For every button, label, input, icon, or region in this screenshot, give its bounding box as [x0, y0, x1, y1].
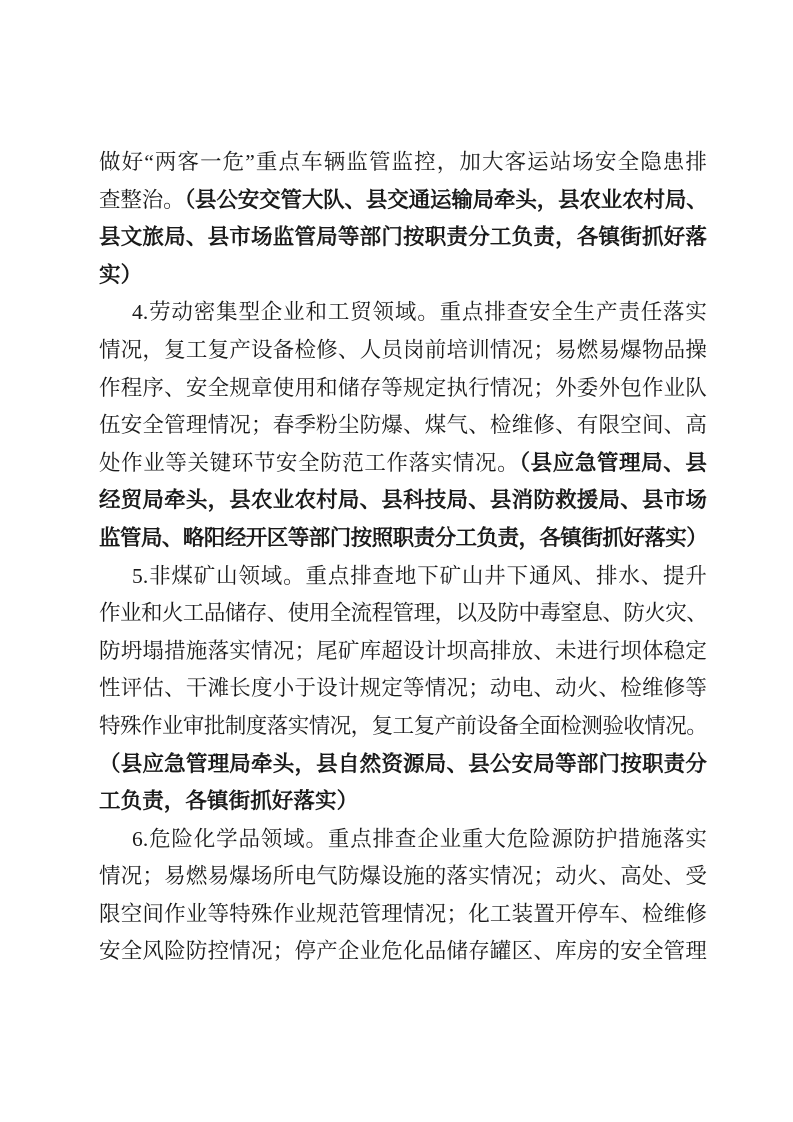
- document-body: [99, 144, 707, 971]
- text-segment: 处作业等关键环节安全防范工作落实情况。: [99, 450, 520, 475]
- text-segment: 情况，复工复产设备检修、人员岗前培训情况；易燃易爆物品操: [99, 337, 707, 362]
- bold-text-segment: 监管局、略阳经开区等部门按照职责分工负责，各镇街抓好落实）: [99, 525, 707, 550]
- bold-text-segment: 经贸局牵头，县农业农村局、县科技局、县消防救援局、县市场: [99, 488, 707, 513]
- text-segment: 性评估、干滩长度小于设计规定等情况；动电、动火、检维修等: [99, 676, 707, 701]
- text-segment: 限空间作业等特殊作业规范管理情况；化工装置开停车、检维修: [99, 901, 707, 926]
- text-line: [99, 257, 707, 295]
- para-4-labor-intensive-and-industry-trade: [99, 294, 707, 557]
- text-segment: 6.危险化学品领域。重点排查企业重大危险源防护措施落实: [132, 826, 707, 851]
- text-line: [99, 858, 707, 896]
- text-segment: 防坍塌措施落实情况；尾矿库超设计坝高排放、未进行坝体稳定: [99, 638, 707, 663]
- text-segment: 作业和火工品储存、使用全流程管理，以及防中毒窒息、防火灾、: [99, 601, 707, 626]
- text-segment: 5.非煤矿山领域。重点排查地下矿山井下通风、排水、提升: [132, 563, 707, 588]
- text-line: [99, 182, 707, 220]
- text-segment: 安全风险防控情况；停产企业危化品储存罐区、库房的安全管理: [99, 939, 707, 964]
- text-line: [99, 520, 707, 558]
- text-line: [99, 708, 707, 746]
- text-line: [99, 332, 707, 370]
- text-line: [99, 294, 707, 332]
- text-line: [99, 219, 707, 257]
- text-line: [99, 482, 707, 520]
- text-line: [99, 370, 707, 408]
- bold-text-segment: 县文旅局、县市场监管局等部门按职责分工负责，各镇街抓好落: [99, 225, 707, 250]
- bold-text-segment: 实）: [99, 262, 143, 287]
- text-line: [99, 595, 707, 633]
- text-line: [99, 144, 707, 182]
- text-line: [99, 746, 707, 784]
- text-segment: 做好“两客一危”重点车辆监管监控，加大客运站场安全隐患排: [99, 150, 707, 174]
- para-5-non-coal-mines: [99, 558, 707, 821]
- para-transport-continuation: [99, 144, 707, 294]
- text-segment: 伍安全管理情况；春季粉尘防爆、煤气、检维修、有限空间、高: [99, 413, 707, 438]
- text-line: [99, 558, 707, 596]
- text-line: [99, 821, 707, 859]
- text-segment: 情况；易燃易爆场所电气防爆设施的落实情况；动火、高处、受: [99, 864, 707, 889]
- text-line: [99, 896, 707, 934]
- text-segment: 特殊作业审批制度落实情况，复工复产前设备全面检测验收情况。: [99, 713, 707, 738]
- text-line: [99, 407, 707, 445]
- text-segment: 4.劳动密集型企业和工贸领域。重点排查安全生产责任落实: [132, 300, 707, 325]
- text-line: [99, 933, 707, 971]
- text-segment: 作程序、安全规章使用和储存等规定执行情况；外委外包作业队: [99, 375, 707, 400]
- text-line: [99, 670, 707, 708]
- text-segment: 查整治。: [99, 187, 185, 212]
- bold-text-segment: （县公安交管大队、县交通运输局牵头，县农业农村局、: [184, 187, 707, 212]
- text-line: [99, 783, 707, 821]
- para-6-hazardous-chemicals: [99, 821, 707, 971]
- bold-text-segment: （县应急管理局、县: [519, 450, 707, 475]
- bold-text-segment: 工负责，各镇街抓好落实）: [99, 789, 359, 814]
- text-line: [99, 633, 707, 671]
- bold-text-segment: （县应急管理局牵头，县自然资源局、县公安局等部门按职责分: [99, 751, 707, 776]
- text-line: [99, 445, 707, 483]
